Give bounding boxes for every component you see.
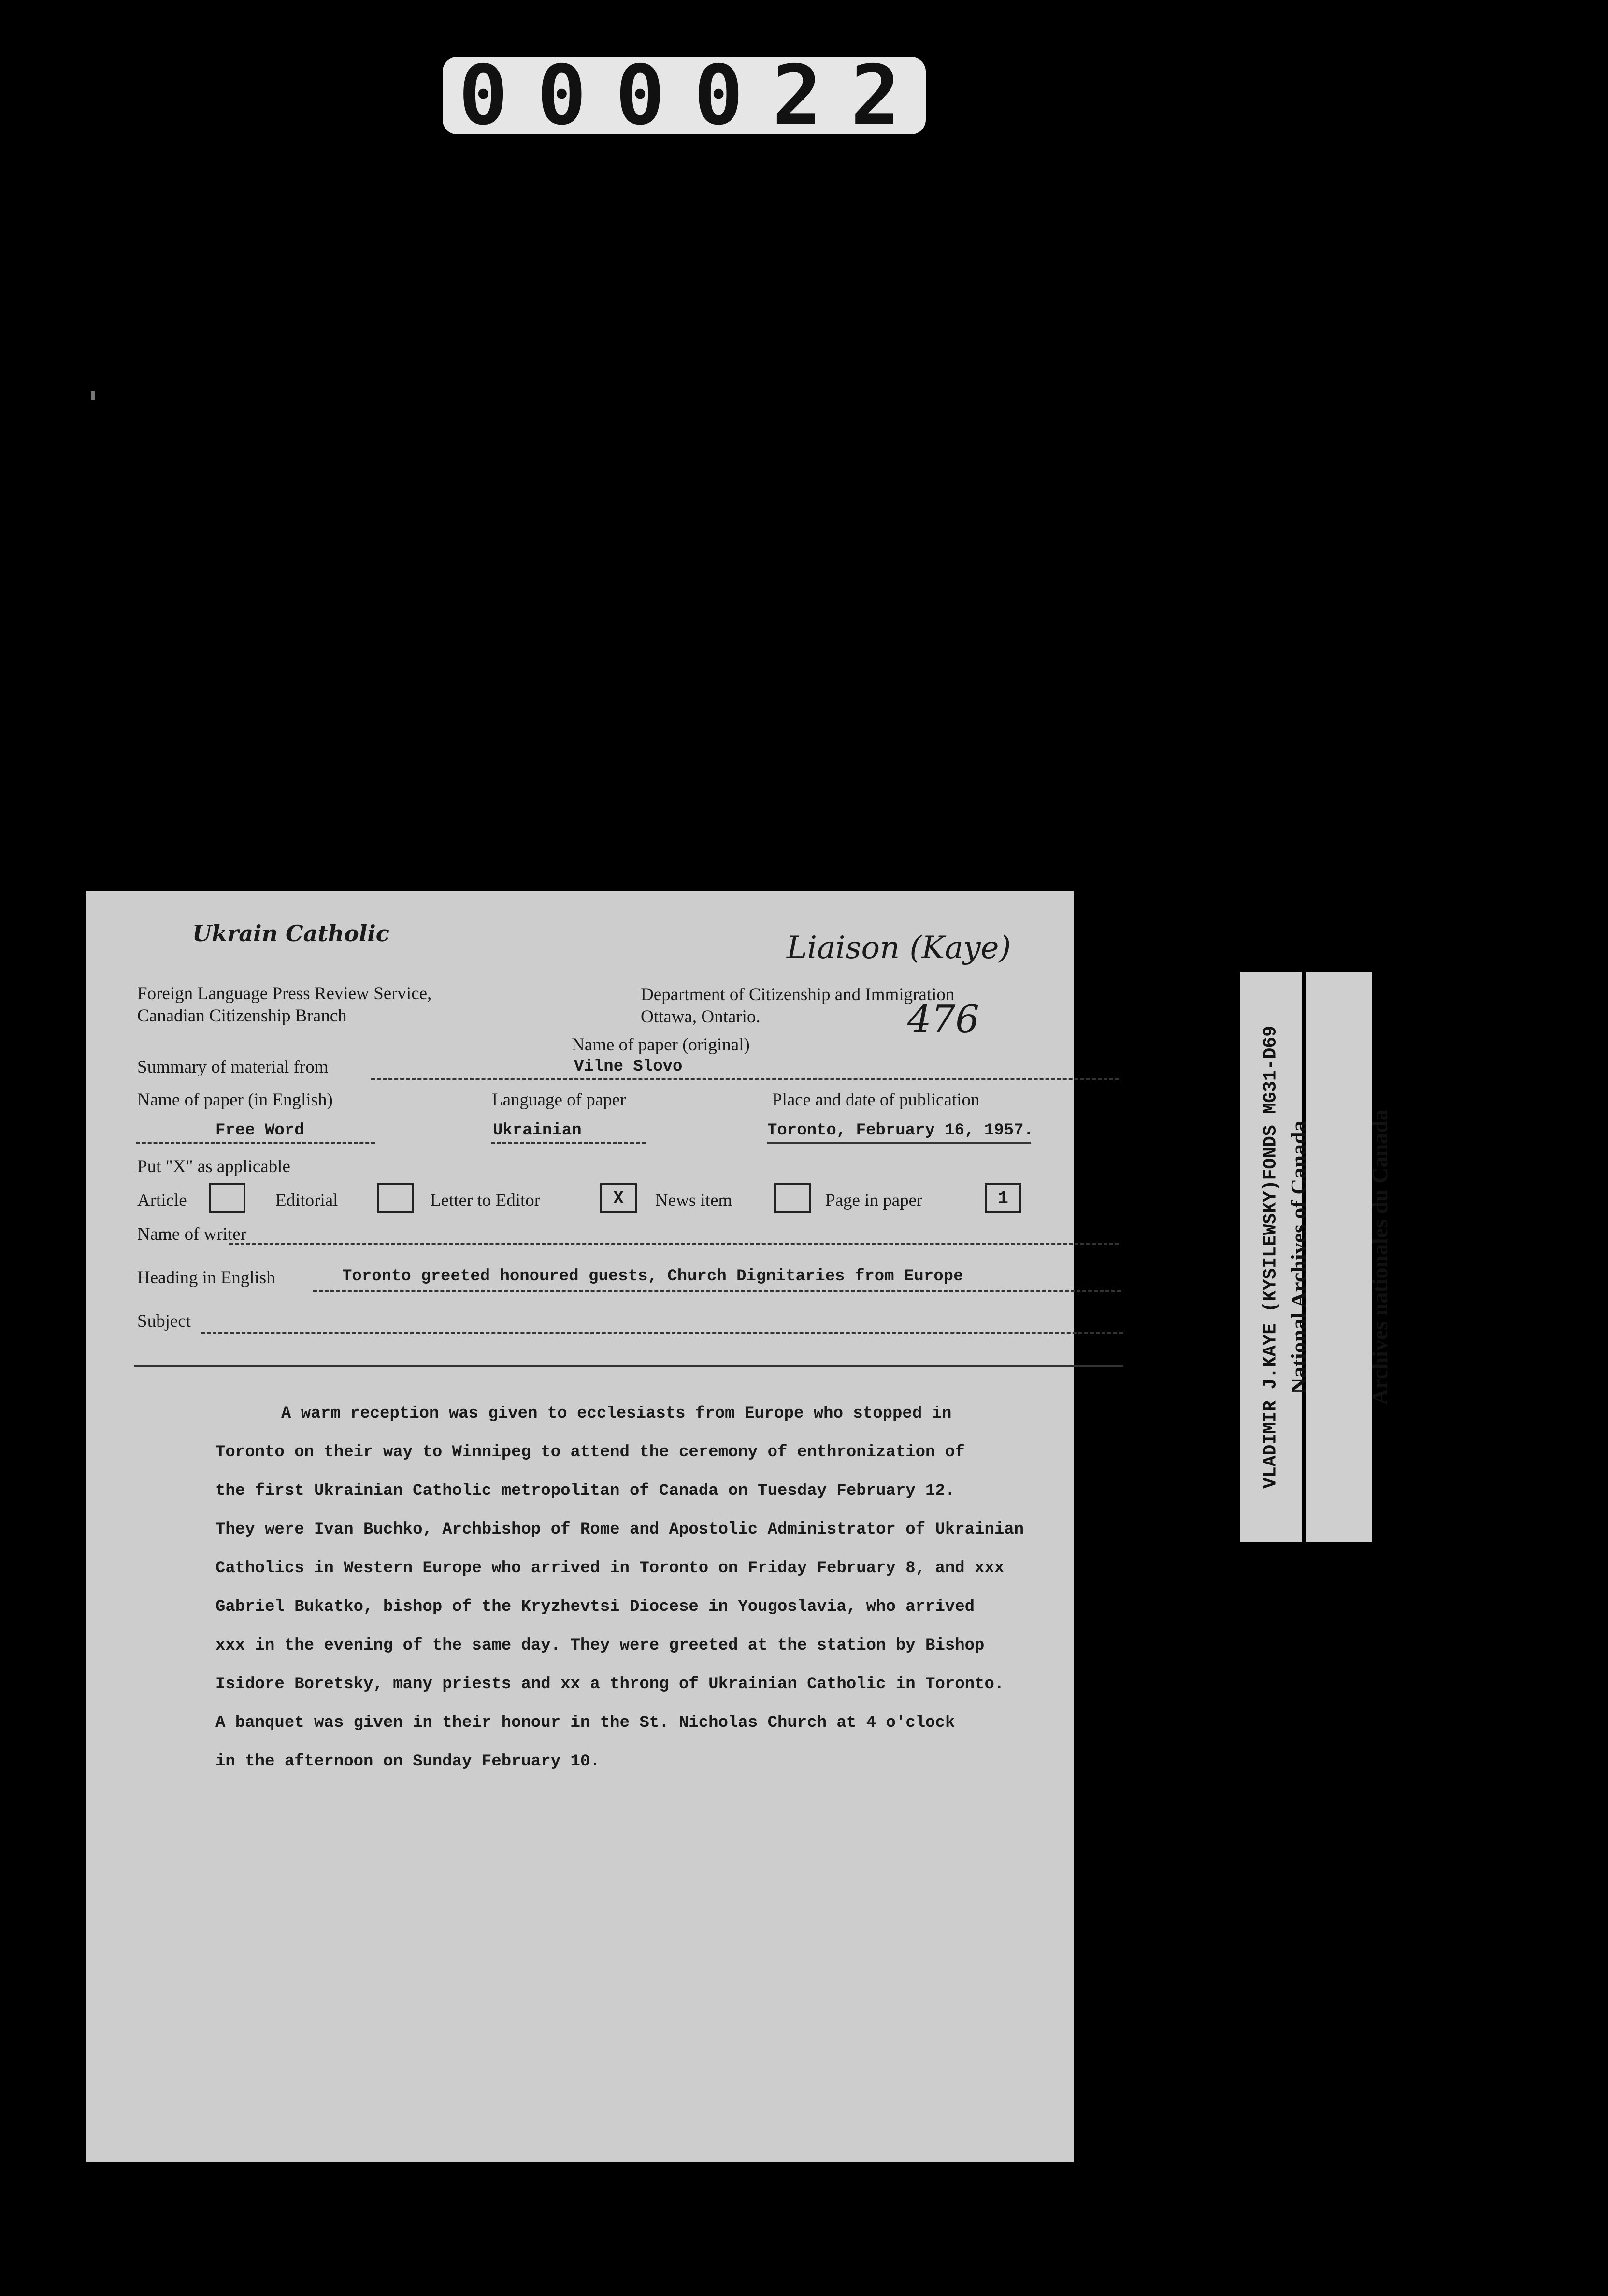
label-article: Article bbox=[137, 1191, 187, 1210]
handwritten-number: 476 bbox=[907, 998, 979, 1041]
value-paper-original: Vilne Slovo bbox=[574, 1058, 683, 1076]
letter-box[interactable] bbox=[774, 1183, 811, 1213]
summary-dash-line bbox=[371, 1078, 1119, 1080]
body-line: the first Ukrainian Catholic metropolitan of Canada on Tuesday February 12. bbox=[215, 1482, 955, 1500]
news-item-checkbox[interactable]: X bbox=[600, 1183, 637, 1213]
label-paper-english: Name of paper (in English) bbox=[137, 1090, 333, 1110]
label-summary: Summary of material from bbox=[137, 1057, 329, 1077]
body-line: Gabriel Bukatko, bishop of the Kryzhevtsi Diocese in Yougoslavia, who arrived bbox=[215, 1598, 975, 1616]
body-line: in the afternoon on Sunday February 10. bbox=[215, 1752, 600, 1771]
place-date-line bbox=[767, 1142, 1031, 1144]
page-in-paper-box[interactable]: 1 bbox=[985, 1183, 1021, 1213]
value-paper-english: Free Word bbox=[215, 1121, 304, 1140]
label-page-in-paper: Page in paper bbox=[825, 1191, 923, 1210]
body-line: Isidore Boretsky, many priests and xx a throng of Ukrainian Catholic in Toronto. bbox=[215, 1675, 1005, 1693]
value-place-date: Toronto, February 16, 1957. bbox=[767, 1121, 1034, 1140]
film-speck bbox=[91, 391, 95, 400]
language-line bbox=[491, 1142, 646, 1144]
handwritten-note-top-right: Liaison (Kaye) bbox=[787, 930, 1011, 966]
body-line: They were Ivan Buchko, Archbishop of Rome and Apostolic Administrator of Ukrainian bbox=[215, 1521, 1024, 1539]
archives-english: National Archives of Canada bbox=[1286, 1120, 1311, 1394]
body-line: xxx in the evening of the same day. They were greeted at the station by Bishop bbox=[215, 1636, 985, 1655]
handwritten-note-top-left: Ukrain Catholic bbox=[192, 920, 389, 947]
label-letter-to-editor: Letter to Editor bbox=[430, 1191, 541, 1210]
label-editorial: Editorial bbox=[275, 1191, 338, 1210]
separator-line bbox=[134, 1365, 1123, 1367]
label-place-date: Place and date of publication bbox=[772, 1090, 980, 1110]
header-branch: Canadian Citizenship Branch bbox=[137, 1006, 347, 1026]
header-service: Foreign Language Press Review Service, bbox=[137, 984, 432, 1004]
body-line: Catholics in Western Europe who arrived in Toronto on Friday February 8, and xxx bbox=[215, 1559, 1005, 1578]
label-subject: Subject bbox=[137, 1311, 191, 1331]
body-line: Toronto on their way to Winnipeg to attend the ceremony of enthronization of bbox=[215, 1443, 965, 1462]
label-news-item: News item bbox=[655, 1191, 732, 1210]
header-location: Ottawa, Ontario. bbox=[641, 1007, 761, 1027]
label-name-of-writer: Name of writer bbox=[137, 1224, 247, 1244]
archives-sticker bbox=[1286, 972, 1392, 1542]
paper-english-line bbox=[136, 1142, 375, 1144]
writer-line bbox=[229, 1243, 1119, 1245]
body-line: A banquet was given in their honour in the St. Nicholas Church at 4 o'clock bbox=[215, 1714, 955, 1732]
value-language: Ukrainian bbox=[493, 1121, 582, 1140]
label-heading-english: Heading in English bbox=[137, 1268, 275, 1288]
frame-number: 000022 bbox=[443, 57, 926, 134]
label-paper-original: Name of paper (original) bbox=[572, 1035, 750, 1055]
subject-line bbox=[201, 1332, 1123, 1334]
article-checkbox[interactable] bbox=[209, 1183, 245, 1213]
label-language: Language of paper bbox=[492, 1090, 626, 1110]
archives-text bbox=[1231, 1109, 1448, 1405]
label-put-x: Put "X" as applicable bbox=[137, 1157, 290, 1177]
archives-french: Archives nationales du Canada bbox=[1367, 1109, 1392, 1405]
editorial-checkbox[interactable] bbox=[377, 1183, 414, 1213]
header-department: Department of Citizenship and Immigration bbox=[641, 985, 955, 1004]
value-heading: Toronto greeted honoured guests, Church Dignitaries from Europe bbox=[342, 1267, 963, 1286]
heading-line bbox=[313, 1290, 1121, 1292]
fonds-label: VLADIMIR J.KAYE (KYSILEWSKY)FONDS MG31-D69 bbox=[1260, 1026, 1281, 1489]
form-sheet bbox=[86, 891, 1074, 2162]
body-line: A warm reception was given to ecclesiasts from Europe who stopped in bbox=[281, 1405, 952, 1423]
